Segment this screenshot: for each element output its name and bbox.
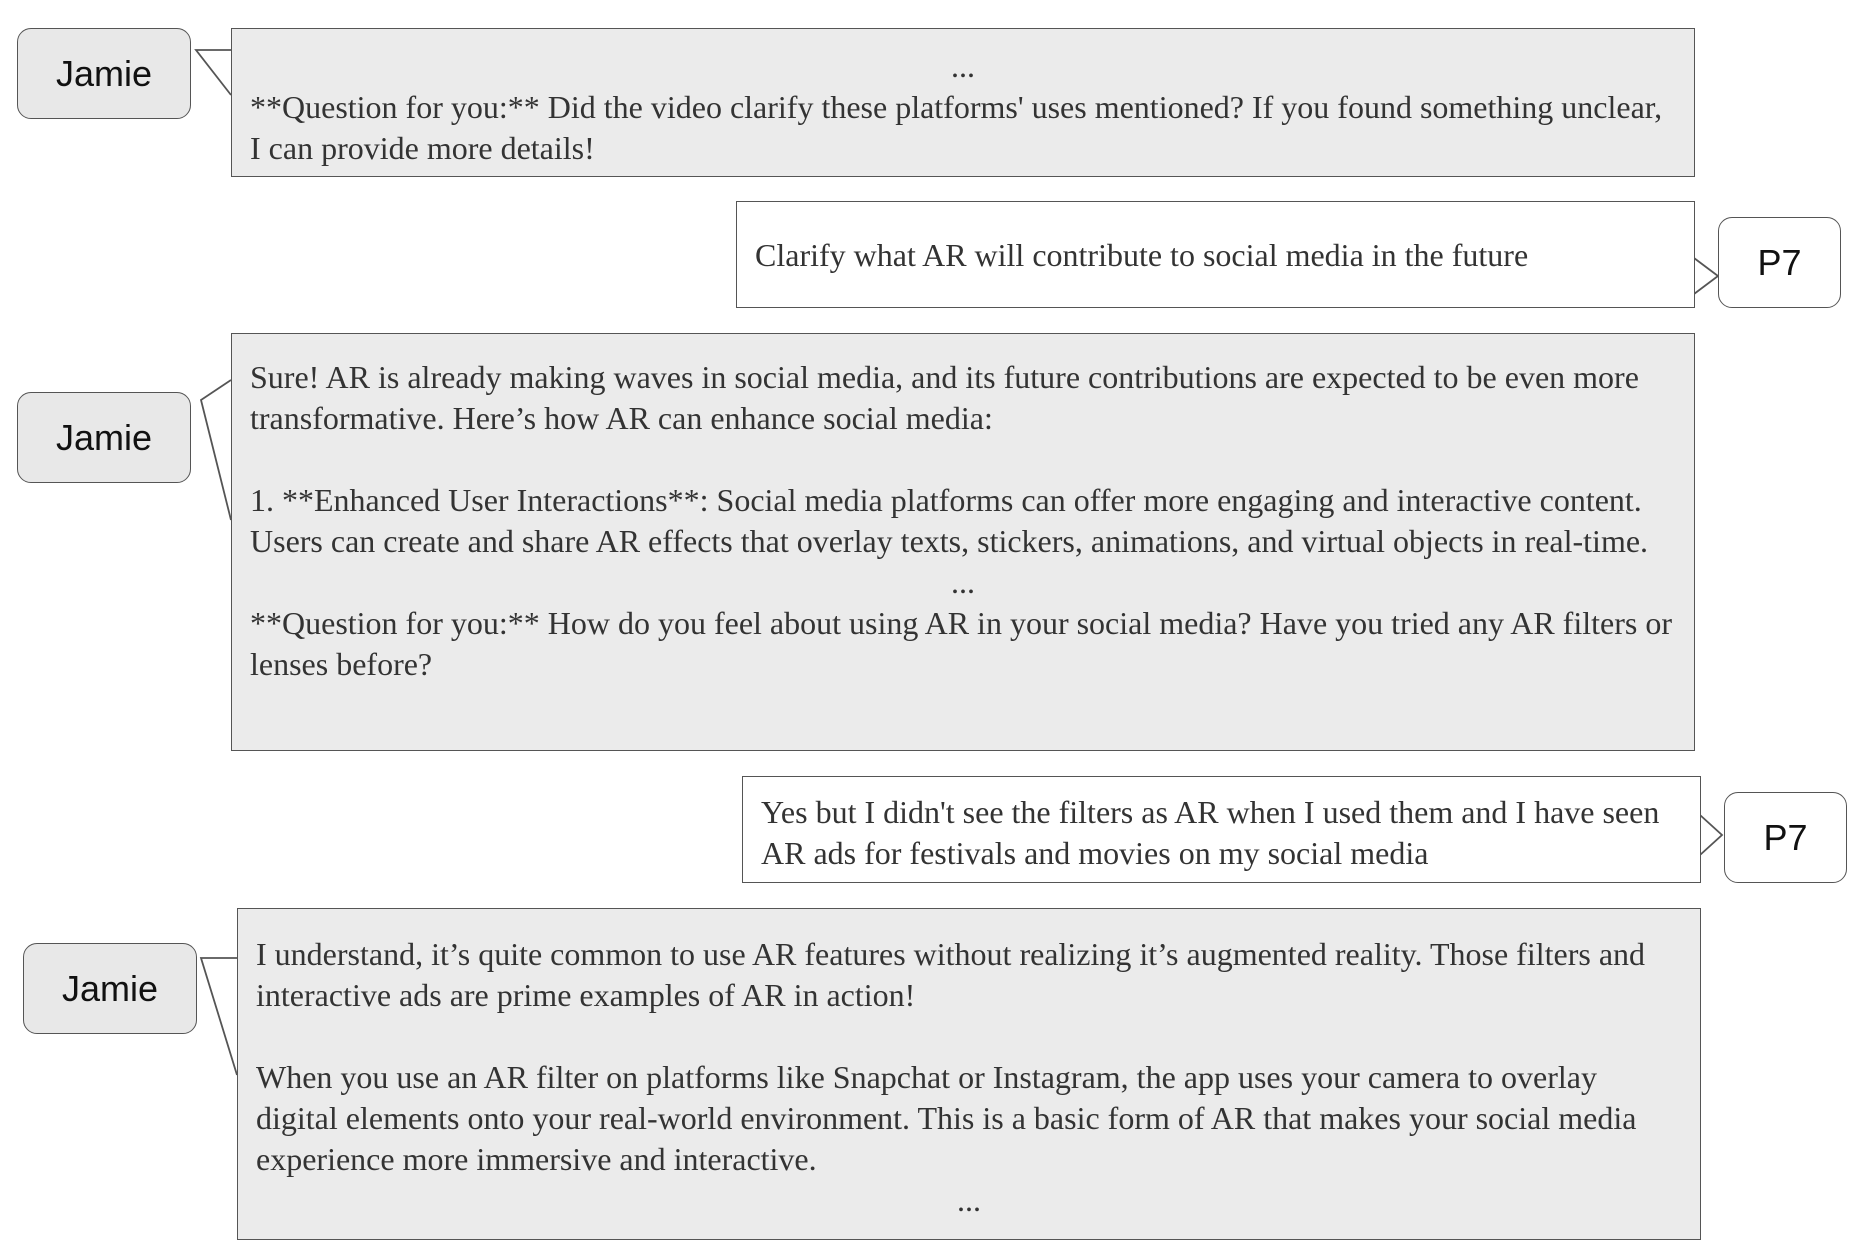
ellipsis: ... [957, 1182, 981, 1218]
user-message-2 [742, 776, 1701, 883]
bot-message-1 [231, 28, 1695, 177]
bot-message-3 [237, 908, 1701, 1240]
tail-p7-2 [1700, 815, 1722, 855]
bot-message-2 [231, 333, 1695, 751]
speaker-label-jamie: Jamie [17, 392, 191, 483]
ellipsis: ... [951, 48, 975, 84]
message-paragraph: Clarify what AR will contribute to social media in the future [755, 237, 1529, 273]
ellipsis: ... [951, 564, 975, 600]
tail-jamie-1 [196, 50, 231, 95]
message-paragraph: Sure! AR is already making waves in social media, and its future contributions are expected to be even more transformative. Here’s how AR can enhance social media: [250, 359, 1639, 436]
message-paragraph: **Question for you:** How do you feel about using AR in your social media? Have you tried any AR filters or lenses before? [250, 605, 1672, 682]
tail-jamie-3 [201, 958, 237, 1075]
message-paragraph: **Question for you:** Did the video clarify these platforms' uses mentioned? If you found something unclear, I can provide more details! [250, 89, 1663, 166]
speaker-label-jamie: Jamie [23, 943, 197, 1034]
tail-jamie-2 [201, 380, 231, 520]
user-message-1 [736, 201, 1695, 308]
speaker-label-jamie: Jamie [17, 28, 191, 119]
speaker-label-p7: P7 [1718, 217, 1841, 308]
message-paragraph: 1. **Enhanced User Interactions**: Social media platforms can offer more engaging and interactive content. Users can create and share AR effects that overlay texts, stickers, animations, and virtual objects in real-time. [250, 482, 1649, 559]
tail-p7-1 [1694, 258, 1718, 294]
message-paragraph: I understand, it’s quite common to use AR features without realizing it’s augmented reality. Those filters and interactive ads are prime examples of AR in action! [256, 936, 1646, 1013]
speaker-label-p7: P7 [1724, 792, 1847, 883]
message-paragraph: Yes but I didn't see the filters as AR when I used them and I have seen AR ads for festivals and movies on my social media [761, 794, 1660, 871]
message-paragraph: When you use an AR filter on platforms like Snapchat or Instagram, the app uses your camera to overlay digital elements onto your real-world environment. This is a basic form of AR that makes your social media experience more immersive and interactive. [256, 1059, 1637, 1177]
